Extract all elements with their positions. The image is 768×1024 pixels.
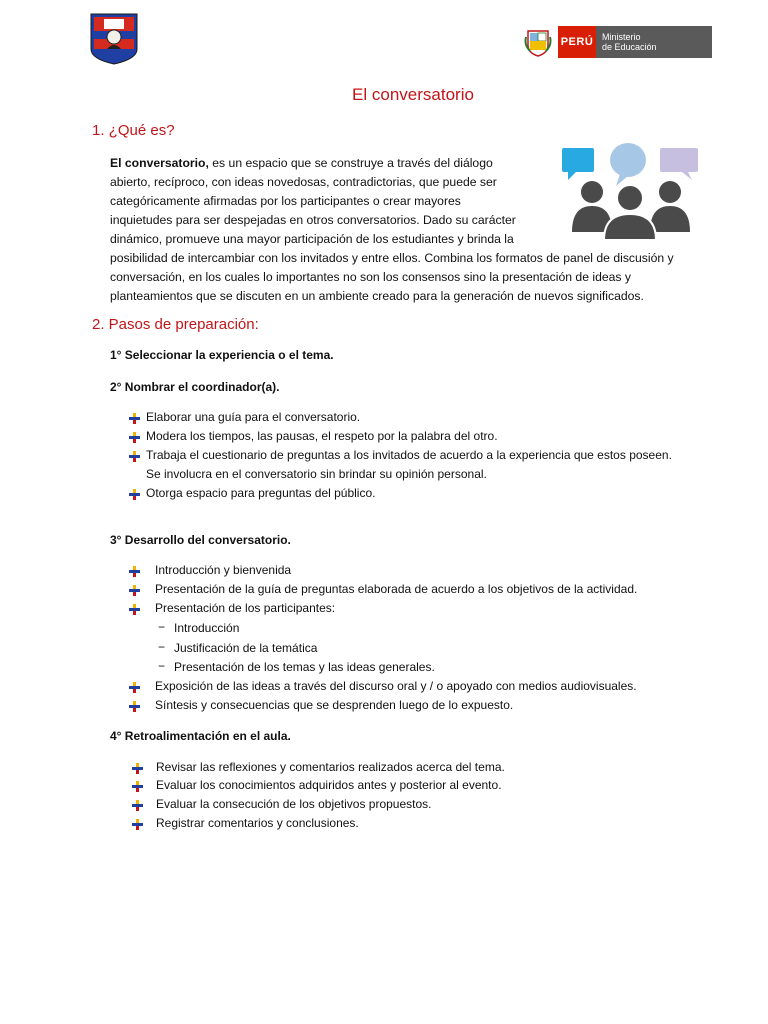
bullet-icon — [129, 585, 140, 596]
para-line-6: posibilidad de intercambiar con los invitados y entre ellos. Combina los formatos de panel de discusión y — [110, 251, 674, 265]
sub-list-item: Justificación de la temática — [174, 641, 318, 655]
school-crest-logo — [90, 13, 138, 65]
page-title: El conversatorio — [352, 85, 474, 104]
bullet-icon — [129, 604, 140, 615]
list-item: Registrar comentarios y conclusiones. — [156, 816, 359, 830]
list-item: Síntesis y consecuencias que se desprenden luego de lo expuesto. — [155, 698, 514, 712]
list-item: Otorga espacio para preguntas del público. — [146, 486, 376, 500]
para-line-7: conversación, en los cuales lo importantes no son los consensos sino la presentación de ideas y — [110, 270, 631, 284]
para-line-1-rest: es un espacio que se construye a través del diálogo — [208, 156, 493, 170]
bullet-icon — [132, 781, 143, 792]
para-line-4: inquietudes para ser despejadas en otros conversatorios. Dado su carácter — [110, 213, 516, 227]
para-line-1 — [110, 154, 538, 173]
ministry-logo — [524, 26, 712, 58]
para-lead-bold: El conversatorio, — [110, 156, 209, 170]
step1-heading: 1° Seleccionar la experiencia o el tema. — [110, 348, 334, 362]
bullet-icon — [132, 819, 143, 830]
list-item-continuation: Se involucra en el conversatorio sin brindar su opinión personal. — [146, 467, 487, 481]
bullet-icon — [129, 451, 140, 462]
list-item: Evaluar la consecución de los objetivos propuestos. — [156, 797, 432, 811]
section1-paragraph-top — [110, 154, 538, 249]
bullet-icon — [129, 432, 140, 443]
ministry-label — [596, 26, 712, 58]
people-conversation-icon — [558, 140, 706, 240]
step2-heading: 2° Nombrar el coordinador(a). — [110, 380, 280, 394]
section2-heading: 2. Pasos de preparación: — [92, 316, 259, 333]
section1-paragraph-bottom — [110, 249, 717, 306]
section1-heading: 1. ¿Qué es? — [92, 122, 175, 139]
list-item: Presentación de la guía de preguntas elaborada de acuerdo a los objetivos de la actividad. — [155, 582, 638, 596]
peru-label: PERÚ — [558, 26, 596, 58]
ministry-line2: de Educación — [602, 42, 657, 52]
step3-heading: 3° Desarrollo del conversatorio. — [110, 533, 291, 547]
dash-bullet: − — [158, 640, 166, 654]
para-line-2: abierto, recíproco, con ideas novedosas, contradictorias, que puede ser — [110, 175, 497, 189]
step4-heading: 4° Retroalimentación en el aula. — [110, 729, 291, 743]
list-item: Revisar las reflexiones y comentarios realizados acerca del tema. — [156, 760, 505, 774]
sub-list-item: Presentación de los temas y las ideas generales. — [174, 660, 435, 674]
sub-list-item: Introducción — [174, 621, 240, 635]
ministry-line1: Ministerio — [602, 32, 641, 42]
bullet-icon — [129, 489, 140, 500]
peru-coat-of-arms-icon — [524, 27, 552, 57]
dash-bullet: − — [158, 659, 166, 673]
bullet-icon — [132, 763, 143, 774]
bullet-icon — [129, 701, 140, 712]
para-line-5: dinámico, promueve una mayor participación de los estudiantes y brinda la — [110, 232, 514, 246]
list-item: Exposición de las ideas a través del discurso oral y / o apoyado con medios audiovisuales. — [155, 679, 637, 693]
list-item: Introducción y bienvenida — [155, 563, 292, 577]
bullet-icon — [129, 682, 140, 693]
list-item: Modera los tiempos, las pausas, el respeto por la palabra del otro. — [146, 429, 498, 443]
para-line-8: planteamientos que se discuten en un ambiente creado para la generación de nuevos significados. — [110, 289, 644, 303]
dash-bullet: − — [158, 620, 166, 634]
list-item: Elaborar una guía para el conversatorio. — [146, 410, 361, 424]
bullet-icon — [129, 566, 140, 577]
list-item: Evaluar los conocimientos adquiridos antes y posterior al evento. — [156, 778, 502, 792]
list-item: Trabaja el cuestionario de preguntas a los invitados de acuerdo a la experiencia que estos poseen. — [146, 448, 672, 462]
bullet-icon — [129, 413, 140, 424]
para-line-3: categóricamente afirmadas por los participantes o crear mayores — [110, 194, 461, 208]
list-item: Presentación de los participantes: — [155, 601, 336, 615]
bullet-icon — [132, 800, 143, 811]
